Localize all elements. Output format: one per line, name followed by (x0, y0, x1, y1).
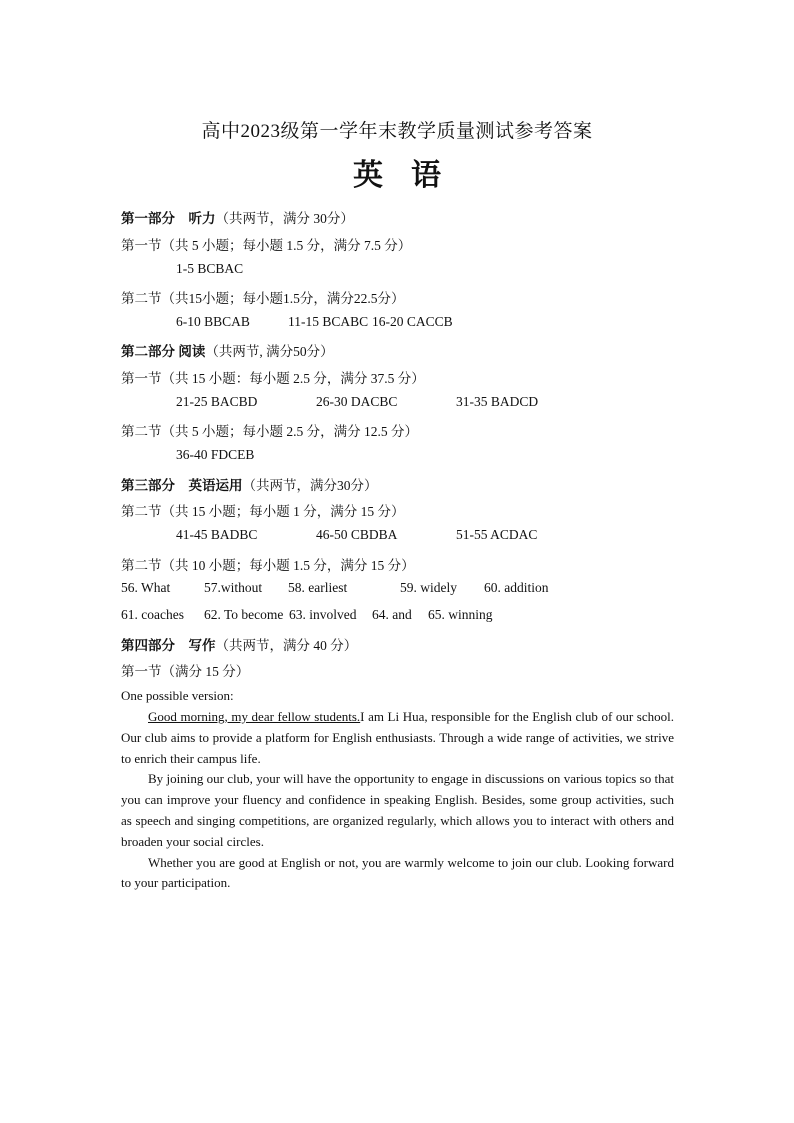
answer-group: 36-40 FDCEB (176, 447, 255, 462)
part1-note: （共两节，满分 30分） (215, 211, 354, 226)
answer-item: 59. widely (400, 580, 457, 595)
answer-group: 51-55 ACDAC (456, 527, 538, 542)
part3-heading: 第三部分 英语运用 (121, 478, 243, 493)
part3-section2-label: 第二节（共 10 小题；每小题 1.5 分，满分 15 分） (121, 558, 415, 573)
essay-p1-text: I am Li Hua, responsible for the English club of our school. Our club aims to provide a platform for English enthusiasts. Through a wide range of activities, we strive to enrich their campus life. (121, 709, 674, 766)
part2-section1-label: 第一节（共 15 小题：每小题 2.5 分，满分 37.5 分） (121, 371, 425, 386)
answer-group: 46-50 CBDBA (316, 527, 398, 542)
answer-group: 26-30 DACBC (316, 394, 398, 409)
part3-header (121, 474, 378, 494)
essay-paragraph (121, 707, 674, 769)
page-title: 高中2023级第一学年末教学质量测试参考答案 (201, 121, 593, 142)
answer-item: 64. and (372, 607, 412, 622)
part4-header (121, 634, 357, 654)
part2-header (121, 340, 334, 360)
part4-heading: 第四部分 写作 (121, 638, 216, 653)
answer-item: 60. addition (484, 580, 549, 595)
part2-note: （共两节, 满分50分） (205, 344, 334, 359)
part2-heading: 第二部分 阅读 (121, 344, 206, 359)
answer-group: 6-10 BBCAB (176, 314, 250, 329)
essay-paragraph: By joining our club, your will have the opportunity to engage in discussions on various topics so that you can improve your fluency and confidence in speaking English. Besides, some group activities, such as speech and singing competitions, are organized regularly, which allows you to interact with others and broaden your social circles. (121, 771, 674, 849)
answer-item: 56. What (121, 580, 171, 595)
part4-section1-label: 第一节（满分 15 分） (121, 664, 250, 679)
answer-group: 31-35 BADCD (456, 394, 539, 409)
version-label: One possible version: (121, 688, 234, 703)
part1-section2-label: 第二节（共15小题；每小题1.5分，满分22.5分） (121, 291, 405, 306)
answer-group: 16-20 CACCB (372, 314, 453, 329)
part1-section1-label: 第一节（共 5 小题；每小题 1.5 分，满分 7.5 分） (121, 238, 412, 253)
essay-paragraph: Whether you are good at English or not, you are warmly welcome to join our club. Looking forward to your participation. (121, 854, 674, 891)
part1-header (121, 207, 354, 227)
answer-item: 58. earliest (288, 580, 348, 595)
part4-note: （共两节，满分 40 分） (215, 638, 358, 653)
answer-group: 1-5 BCBAC (176, 261, 244, 276)
part1-heading: 第一部分 听力 (121, 211, 216, 226)
subject-title: 英语 (353, 158, 469, 193)
answer-item: 65. winning (428, 607, 493, 622)
answer-item: 57.without (204, 580, 263, 595)
part3-note: （共两节，满分30分） (242, 478, 378, 493)
part3-section1-label: 第二节（共 15 小题；每小题 1 分，满分 15 分） (121, 504, 405, 519)
answer-item: 61. coaches (121, 607, 184, 622)
answer-item: 63. involved (289, 607, 357, 622)
answer-group: 41-45 BADBC (176, 527, 258, 542)
part2-section2-label: 第二节（共 5 小题；每小题 2.5 分，满分 12.5 分） (121, 424, 418, 439)
answer-item: 62. To become (204, 607, 284, 622)
sample-essay (121, 707, 674, 894)
essay-greeting: Good morning, my dear fellow students. (148, 709, 361, 724)
answer-group: 11-15 BCABC (288, 314, 369, 329)
answer-group: 21-25 BACBD (176, 394, 258, 409)
